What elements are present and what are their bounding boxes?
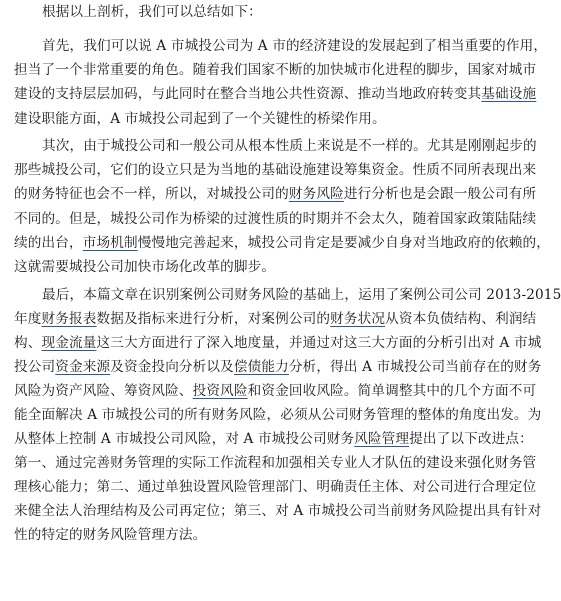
term-link[interactable]: 现金流量 [41, 335, 97, 351]
text-line [14, 58, 537, 82]
term-link[interactable]: 市场机制 [82, 235, 138, 251]
text-line [14, 451, 537, 475]
text-span: 进行分析也是会跟一般公司有所 [343, 186, 537, 202]
text-line [14, 107, 521, 131]
text-line [14, 427, 533, 451]
text-span: 建设职能方面，A 市城投公司起到了一个关键性的桥梁作用。 [14, 111, 386, 127]
text-span: 这就需要城投公司加快市场化改革的脚步。 [14, 259, 276, 275]
text-line [14, 307, 537, 331]
text-span: 性的特定的财务风险管理方法。 [14, 527, 207, 543]
text-span: 年度 [14, 311, 42, 327]
text-span: 提出了以下改进点： [409, 431, 533, 447]
text-span: 来健全法人治理结构及公司再定位；第三、对 A 市城投公司当前财务风险提出具有针对 [14, 503, 542, 519]
text-span: 从资本负债结构、利润结 [385, 311, 537, 327]
text-line [14, 499, 542, 523]
text-span: 分析，得出 A 市城投公司当前存在的财务 [288, 359, 542, 375]
term-link[interactable]: 偿债能力 [233, 359, 289, 375]
text-line [14, 523, 521, 547]
text-line [14, 82, 537, 106]
text-span: 最后，本篇文章在识别案例公司财务风险的基础上，运用了案例公司公司 2013-2015 [42, 287, 561, 303]
text-span: 构、 [14, 335, 42, 351]
text-span: 第一、通过完善财务管理的实际工作流程和加强相关专业人才队伍的建设来强化财务管 [14, 455, 537, 471]
text-line [14, 158, 537, 182]
text-line [14, 231, 551, 255]
term-link[interactable]: 资金来源 [55, 359, 111, 375]
text-line [14, 379, 537, 403]
text-line [42, 0, 521, 24]
text-span: 投公司 [14, 359, 56, 375]
text-line [14, 207, 537, 231]
text-line [14, 403, 542, 427]
text-span: 理核心能力；第二、通过单独设置风险管理部门、明确责任主体、对公司进行合理定位 [14, 479, 537, 495]
term-link[interactable]: 风险管理 [354, 431, 410, 447]
text-span: 首先，我们可以说 A 市城投公司为 A 市的经济建设的发展起到了相当重要的作用， [42, 38, 548, 54]
term-link[interactable]: 基础设施 [481, 86, 537, 102]
text-span: 根据以上剖析，我们可以总结如下： [42, 4, 262, 20]
term-link[interactable]: 财务报表 [41, 311, 97, 327]
term-link[interactable]: 财务状况 [330, 311, 386, 327]
text-line [42, 134, 537, 158]
text-span: 建设的支持层层加码，与此同时在整合当地公共性资源、推动当地政府转变其 [14, 86, 482, 102]
text-line [42, 34, 548, 58]
text-span: 和资金回收风险。简单调整其中的几个方面不可 [247, 383, 537, 399]
text-span: 风险为资产风险、筹资风险、 [14, 383, 193, 399]
text-span: 从整体上控制 A 市城投公司风险，对 A 市城投公司财务 [14, 431, 355, 447]
text-span: 慢慢地完善起来，城投公司肯定是要减少自身对当地政府的依赖的， [137, 235, 551, 251]
text-span: 续的出台， [14, 235, 83, 251]
text-span: 担当了一个非常重要的角色。随着我们国家不断的加快城市化进程的脚步，国家对城市 [14, 62, 537, 78]
text-span: 能全面解决 A 市城投公司的所有财务风险，必须从公司财务管理的整体的角度出发。为 [14, 407, 542, 423]
text-span: 那些城投公司，它们的设立只是为当地的基础设施建设筹集资金。性质不同所表现出来 [14, 162, 537, 178]
text-line [42, 283, 561, 307]
text-span: 不同的。但是，城投公司作为桥梁的过渡性质的时期并不会太久，随着国家政策陆陆续 [14, 211, 537, 227]
term-link[interactable]: 投资风险 [192, 383, 248, 399]
text-span: 数据及指标来进行分析，对案例公司的 [96, 311, 331, 327]
text-line [14, 182, 537, 206]
text-line [14, 331, 542, 355]
text-span: 其次，由于城投公司和一般公司从根本性质上来说是不一样的。尤其是刚刚起步的 [42, 138, 537, 154]
text-line [14, 355, 542, 379]
text-span: 这三大方面进行了深入地度量，并通过对这三大方面的分析引出对 A 市城 [96, 335, 542, 351]
text-span: 的财务特征也会不一样，所以，对城投公司的 [14, 186, 289, 202]
text-span: 及资金投向分析以及 [110, 359, 234, 375]
term-link[interactable]: 财务风险 [288, 186, 344, 202]
text-line [14, 475, 537, 499]
text-line [14, 255, 521, 279]
